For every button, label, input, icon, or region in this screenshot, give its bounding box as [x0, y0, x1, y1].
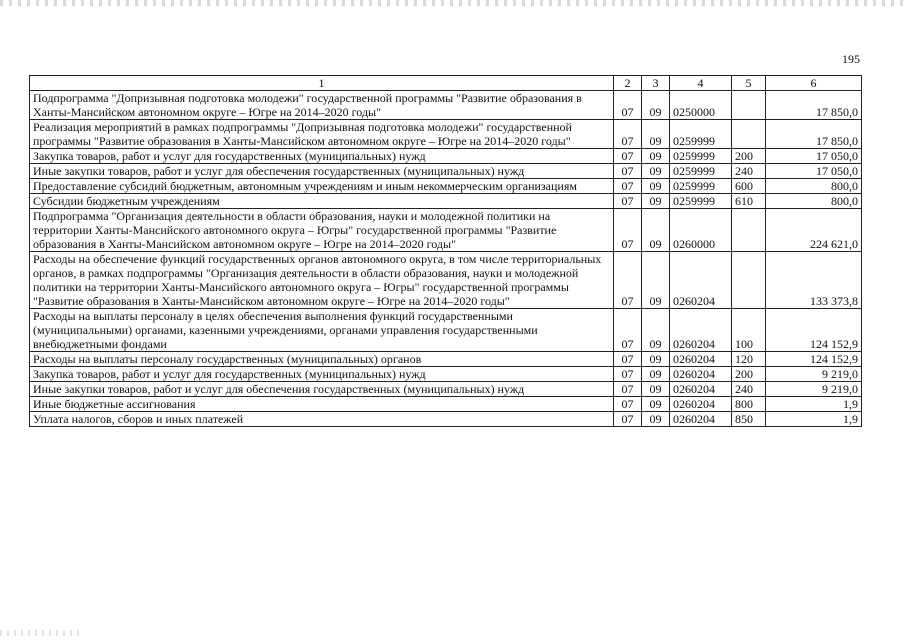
column-header: 5	[732, 76, 766, 91]
table-row	[30, 179, 862, 194]
column-header: 6	[766, 76, 862, 91]
row-amount: 800,0	[766, 194, 862, 209]
row-name: Иные закупки товаров, работ и услуг для обеспечения государственных (муниципальных) нужд	[30, 382, 614, 397]
row-target-article: 0260204	[670, 397, 732, 412]
row-expense-type: 100	[732, 309, 766, 352]
table-body	[30, 91, 862, 427]
column-header: 3	[642, 76, 670, 91]
row-amount: 124 152,9	[766, 352, 862, 367]
row-subsection: 09	[642, 194, 670, 209]
table-row	[30, 149, 862, 164]
row-target-article: 0260000	[670, 209, 732, 252]
row-expense-type	[732, 252, 766, 309]
row-amount: 17 050,0	[766, 149, 862, 164]
table-header-row	[30, 76, 862, 91]
row-section: 07	[614, 309, 642, 352]
row-section: 07	[614, 194, 642, 209]
row-section: 07	[614, 149, 642, 164]
row-name: Расходы на обеспечение функций государственных органов автономного округа, в том числе территориальных органов, в рамках подпрограммы "Организация деятельности в области образования, науки и молодежной политики на территории Ханты-Мансийского автономного округа – Югры" государственной программы "Развитие образования в Ханты-Мансийском автономном округе – Югре на 2014–2020 годы"	[30, 252, 614, 309]
row-section: 07	[614, 412, 642, 427]
row-section: 07	[614, 91, 642, 120]
row-name: Иные закупки товаров, работ и услуг для обеспечения государственных (муниципальных) нужд	[30, 164, 614, 179]
row-target-article: 0260204	[670, 352, 732, 367]
row-subsection: 09	[642, 164, 670, 179]
row-subsection: 09	[642, 209, 670, 252]
table-row	[30, 164, 862, 179]
row-section: 07	[614, 352, 642, 367]
row-amount: 17 050,0	[766, 164, 862, 179]
row-amount: 800,0	[766, 179, 862, 194]
table-row	[30, 367, 862, 382]
row-name: Иные бюджетные ассигнования	[30, 397, 614, 412]
row-subsection: 09	[642, 120, 670, 149]
row-expense-type	[732, 120, 766, 149]
row-amount: 9 219,0	[766, 367, 862, 382]
row-name: Предоставление субсидий бюджетным, автономным учреждениям и иным некоммерческим организациям	[30, 179, 614, 194]
table-row	[30, 91, 862, 120]
row-subsection: 09	[642, 252, 670, 309]
table-row	[30, 194, 862, 209]
table-row	[30, 352, 862, 367]
row-target-article: 0259999	[670, 164, 732, 179]
row-amount: 124 152,9	[766, 309, 862, 352]
row-expense-type	[732, 209, 766, 252]
row-expense-type: 600	[732, 179, 766, 194]
row-name: Подпрограмма "Организация деятельности в области образования, науки и молодежной политики на территории Ханты-Мансийского автономного округа – Югры" государственной программы "Развитие образования в Ханты-Мансийском автономном округе – Югре на 2014–2020 годы"	[30, 209, 614, 252]
row-subsection: 09	[642, 352, 670, 367]
row-section: 07	[614, 382, 642, 397]
table-row	[30, 209, 862, 252]
table-row	[30, 120, 862, 149]
row-subsection: 09	[642, 309, 670, 352]
row-expense-type: 610	[732, 194, 766, 209]
row-expense-type: 120	[732, 352, 766, 367]
row-section: 07	[614, 209, 642, 252]
row-subsection: 09	[642, 149, 670, 164]
row-subsection: 09	[642, 412, 670, 427]
table-row	[30, 309, 862, 352]
row-expense-type: 850	[732, 412, 766, 427]
row-target-article: 0259999	[670, 120, 732, 149]
row-subsection: 09	[642, 91, 670, 120]
page-number: 195	[842, 52, 860, 66]
row-expense-type	[732, 91, 766, 120]
row-target-article: 0260204	[670, 252, 732, 309]
row-amount: 133 373,8	[766, 252, 862, 309]
row-name: Реализация мероприятий в рамках подпрограммы "Допризывная подготовка молодежи" государственной программы "Развитие образования в Ханты-Мансийском автономном округе – Югре на 2014–2020 годы"	[30, 120, 614, 149]
row-section: 07	[614, 179, 642, 194]
row-target-article: 0259999	[670, 179, 732, 194]
table-row	[30, 397, 862, 412]
row-amount: 17 850,0	[766, 91, 862, 120]
row-name: Закупка товаров, работ и услуг для государственных (муниципальных) нужд	[30, 367, 614, 382]
row-amount: 17 850,0	[766, 120, 862, 149]
row-expense-type: 240	[732, 164, 766, 179]
row-expense-type: 200	[732, 149, 766, 164]
row-section: 07	[614, 120, 642, 149]
row-section: 07	[614, 164, 642, 179]
row-name: Субсидии бюджетным учреждениям	[30, 194, 614, 209]
row-section: 07	[614, 367, 642, 382]
row-target-article: 0260204	[670, 412, 732, 427]
scan-artifact-bottom	[0, 630, 80, 636]
row-expense-type: 200	[732, 367, 766, 382]
row-name: Закупка товаров, работ и услуг для государственных (муниципальных) нужд	[30, 149, 614, 164]
row-target-article: 0259999	[670, 194, 732, 209]
table-row	[30, 412, 862, 427]
scan-artifact-top	[0, 0, 905, 6]
row-name: Подпрограмма "Допризывная подготовка молодежи" государственной программы "Развитие образования в Ханты-Мансийском автономном округе – Югре на 2014–2020 годы"	[30, 91, 614, 120]
row-section: 07	[614, 397, 642, 412]
row-target-article: 0250000	[670, 91, 732, 120]
row-amount: 1,9	[766, 397, 862, 412]
row-target-article: 0260204	[670, 367, 732, 382]
row-amount: 224 621,0	[766, 209, 862, 252]
row-target-article: 0260204	[670, 382, 732, 397]
column-header: 2	[614, 76, 642, 91]
row-subsection: 09	[642, 397, 670, 412]
column-header: 4	[670, 76, 732, 91]
row-name: Уплата налогов, сборов и иных платежей	[30, 412, 614, 427]
row-name: Расходы на выплаты персоналу в целях обеспечения выполнения функций государственными (муниципальными) органами, казенными учреждениями, органами управления государственными внебюджетными фондами	[30, 309, 614, 352]
budget-table	[29, 75, 862, 427]
row-target-article: 0259999	[670, 149, 732, 164]
table-row	[30, 252, 862, 309]
row-section: 07	[614, 252, 642, 309]
table-row	[30, 382, 862, 397]
row-name: Расходы на выплаты персоналу государственных (муниципальных) органов	[30, 352, 614, 367]
column-header: 1	[30, 76, 614, 91]
row-amount: 9 219,0	[766, 382, 862, 397]
row-subsection: 09	[642, 367, 670, 382]
row-subsection: 09	[642, 179, 670, 194]
row-expense-type: 800	[732, 397, 766, 412]
row-amount: 1,9	[766, 412, 862, 427]
row-expense-type: 240	[732, 382, 766, 397]
row-subsection: 09	[642, 382, 670, 397]
row-target-article: 0260204	[670, 309, 732, 352]
